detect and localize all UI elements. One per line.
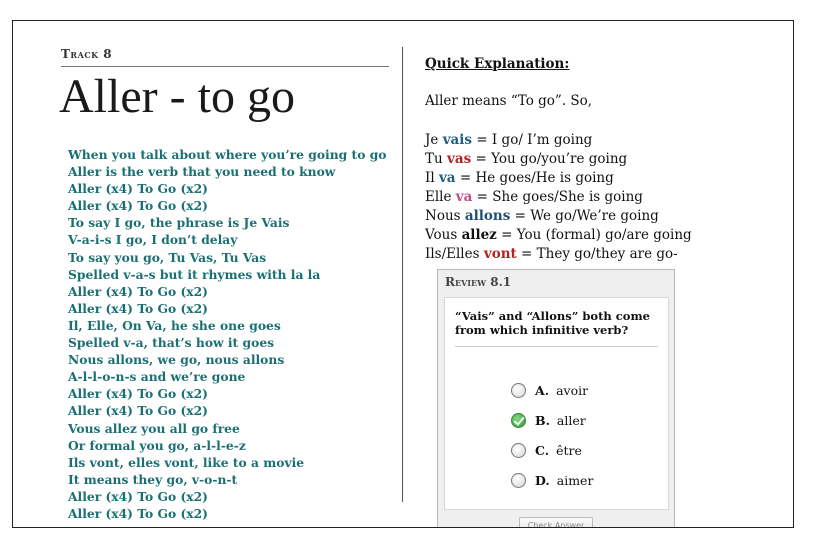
review-title: Review 8.1 [445, 275, 512, 289]
conjugation-subject: Ils/Elles [425, 246, 480, 262]
conjugation-list [425, 131, 692, 264]
option-letter: C. [535, 442, 550, 458]
explanation-heading: Quick Explanation: [425, 56, 570, 72]
conjugation-row [425, 245, 692, 264]
conjugation-row [425, 188, 692, 207]
explanation-intro: Aller means “To go”. So, [425, 93, 593, 109]
conjugation-subject: Vous [425, 227, 458, 243]
lyric-line: To say you go, Tu Vas, Tu Vas [68, 249, 267, 265]
lyric-line: To say I go, the phrase is Je Vais [68, 215, 290, 231]
review-question: “Vais” and “Allons” both come from which infinitive verb? [455, 309, 650, 337]
conjugation-row [425, 169, 692, 188]
lyric-line: Aller (x4) To Go (x2) [68, 403, 209, 419]
lyric-line: Ils vont, elles vont, like to a movie [68, 454, 305, 470]
option-letter: D. [535, 472, 550, 488]
conjugation-meaning: = We go/We’re going [514, 208, 659, 224]
conjugation-row [425, 150, 692, 169]
conjugation-row [425, 226, 692, 245]
conjugation-meaning: = He goes/He is going [459, 170, 614, 186]
lyric-line: Spelled v-a, that’s how it goes [68, 335, 275, 351]
option-letter: A. [535, 382, 550, 398]
title-divider [61, 66, 389, 67]
lyric-line: When you talk about where you’re going to go [68, 147, 387, 162]
song-page [12, 20, 794, 528]
conjugated-verb: allons [464, 208, 511, 224]
option-text: aller [556, 412, 586, 428]
lyric-line: A-l-l-o-n-s and we’re gone [68, 369, 246, 385]
radio-icon[interactable] [511, 383, 526, 398]
conjugation-meaning: = They go/they are go- [521, 246, 678, 262]
conjugation-row [425, 207, 692, 226]
conjugation-meaning: = She goes/She is going [476, 189, 643, 205]
conjugated-verb: va [455, 189, 473, 205]
radio-icon[interactable] [511, 443, 526, 458]
lyric-line: Aller (x4) To Go (x2) [68, 198, 209, 214]
conjugated-verb: allez [461, 227, 497, 243]
conjugated-verb: vont [483, 246, 517, 262]
option-text: avoir [556, 382, 589, 398]
lyric-line: Aller (x4) To Go (x2) [68, 181, 209, 197]
answer-option[interactable] [511, 375, 593, 405]
lyric-line: Aller (x4) To Go (x2) [68, 283, 209, 299]
option-text: être [556, 442, 582, 458]
answer-option[interactable] [511, 435, 593, 465]
conjugation-subject: Tu [425, 151, 443, 167]
answer-option[interactable] [511, 465, 593, 495]
lyric-line: Or formal you go, a-l-l-e-z [68, 437, 246, 453]
lyric-line: Aller (x4) To Go (x2) [68, 505, 209, 521]
conjugated-verb: va [438, 170, 456, 186]
conjugation-subject: Il [425, 170, 435, 186]
lyric-line: Spelled v-a-s but it rhymes with la la [68, 266, 321, 282]
conjugation-subject: Nous [425, 208, 461, 224]
answer-option[interactable] [511, 405, 593, 435]
review-body [444, 297, 669, 510]
lyrics-list [68, 146, 387, 522]
question-divider [455, 346, 658, 347]
conjugation-subject: Elle [425, 189, 452, 205]
track-label: Track 8 [61, 47, 113, 61]
lyric-line: Nous allons, we go, nous allons [68, 352, 285, 368]
lyric-line: Aller (x4) To Go (x2) [68, 386, 209, 402]
option-text: aimer [556, 472, 594, 488]
lyric-line: Il, Elle, On Va, he she one goes [68, 317, 281, 333]
lyric-line: Aller (x4) To Go (x2) [68, 300, 209, 316]
radio-checked-icon[interactable] [511, 413, 526, 428]
lyric-line: Aller is the verb that you need to know [68, 164, 336, 180]
page-title: Aller - to go [59, 70, 295, 123]
conjugation-meaning: = You go/you’re going [475, 151, 628, 167]
conjugation-subject: Je [425, 132, 439, 148]
lyric-line: Aller (x4) To Go (x2) [68, 488, 209, 504]
review-card [437, 269, 675, 528]
conjugation-row [425, 131, 692, 150]
option-letter: B. [535, 412, 550, 428]
radio-icon[interactable] [511, 473, 526, 488]
conjugation-meaning: = You (formal) go/are going [501, 227, 692, 243]
answer-options [511, 375, 593, 495]
lyric-line: Vous allez you all go free [68, 420, 240, 436]
check-answer-button[interactable]: Check Answer [519, 517, 593, 528]
conjugated-verb: vas [447, 151, 472, 167]
column-divider [402, 47, 403, 502]
conjugation-meaning: = I go/ I’m going [476, 132, 593, 148]
conjugated-verb: vais [442, 132, 473, 148]
lyric-line: V-a-i-s I go, I don’t delay [68, 232, 238, 248]
lyric-line: It means they go, v-o-n-t [68, 471, 238, 487]
